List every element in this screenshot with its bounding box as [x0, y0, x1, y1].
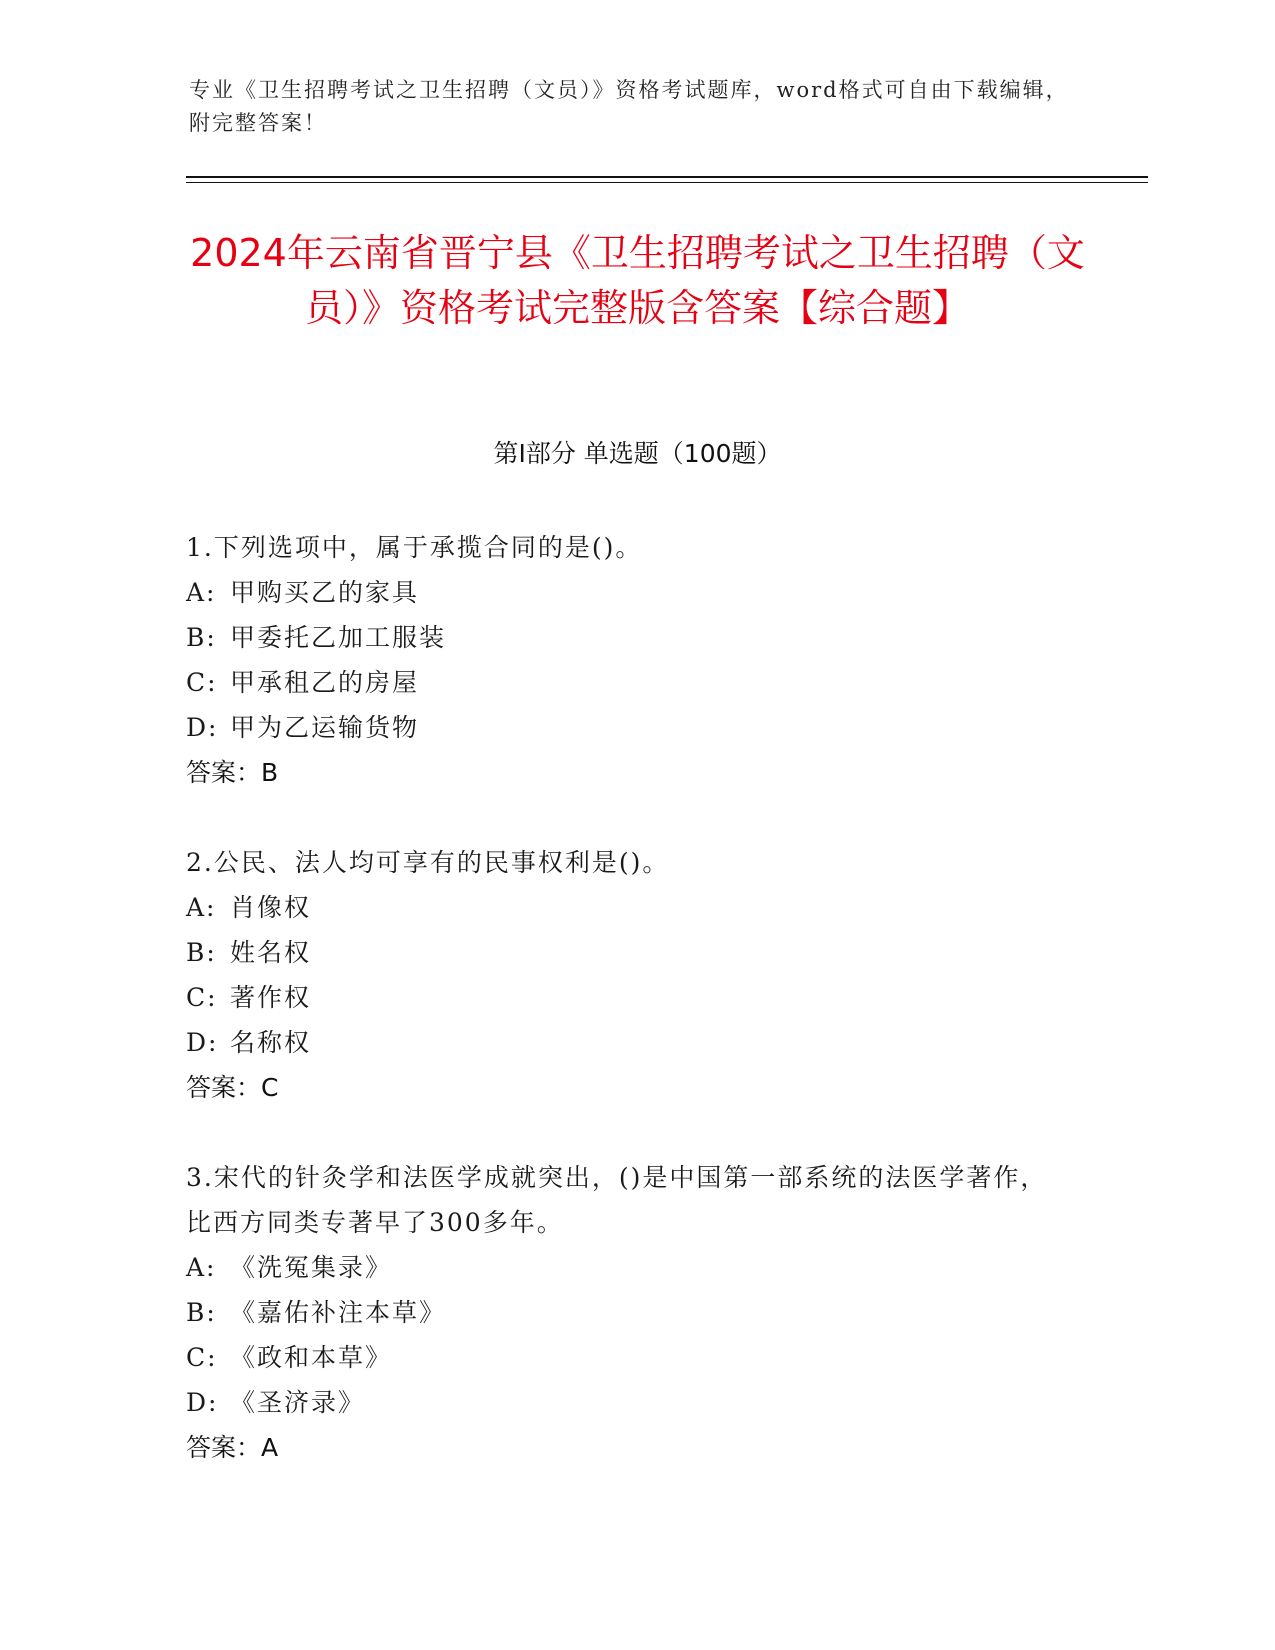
option-b [186, 930, 1066, 975]
question-stem: 3.宋代的针灸学和法医学成就突出，()是中国第一部系统的法医学著作，比西方同类专著早了300多年。 [186, 1163, 1048, 1237]
option-key: D: [186, 713, 219, 742]
question-stem: 2.公民、法人均可享有的民事权利是()。 [186, 848, 670, 877]
option-c [186, 975, 1066, 1020]
answer-line: 答案：A [186, 1433, 279, 1462]
question-1 [186, 525, 1066, 795]
section-title: 第I部分 单选题（100题） [493, 439, 782, 468]
option-text: 《洗冤集录》 [230, 1253, 393, 1282]
answer-line: 答案：C [186, 1073, 279, 1102]
option-text: 著作权 [230, 983, 312, 1012]
option-key: A: [186, 1253, 217, 1282]
option-c [186, 1335, 1066, 1380]
option-d [186, 705, 1066, 750]
option-a [186, 570, 1066, 615]
option-key: C: [186, 983, 218, 1012]
option-key: A: [186, 893, 217, 922]
option-key: D: [186, 1388, 219, 1417]
option-text: 甲委托乙加工服装 [230, 623, 447, 652]
option-text: 甲为乙运输货物 [230, 713, 420, 742]
option-text: 甲购买乙的家具 [230, 578, 420, 607]
option-text: 甲承租乙的房屋 [230, 668, 420, 697]
option-d [186, 1380, 1066, 1425]
answer-line: 答案：B [186, 758, 279, 787]
question-2 [186, 840, 1066, 1110]
option-text: 肖像权 [230, 893, 312, 922]
option-key: C: [186, 1343, 218, 1372]
option-text: 名称权 [230, 1028, 312, 1057]
option-a [186, 1245, 1066, 1290]
option-c [186, 660, 1066, 705]
document-title: 2024年云南省晋宁县《卫生招聘考试之卫生招聘（文员）》资格考试完整版含答案【综合题】 [190, 231, 1085, 330]
option-b [186, 615, 1066, 660]
option-key: A: [186, 578, 217, 607]
option-key: D: [186, 1028, 219, 1057]
header-divider-thin [186, 182, 1148, 183]
option-key: C: [186, 668, 218, 697]
header-note: 专业《卫生招聘考试之卫生招聘（文员）》资格考试题库，word格式可自由下载编辑，附完整答案！ [189, 78, 1069, 135]
option-text: 《嘉佑补注本草》 [230, 1298, 447, 1327]
option-key: B: [186, 1298, 217, 1327]
question-3 [186, 1155, 1066, 1470]
option-text: 《政和本草》 [230, 1343, 393, 1372]
option-text: 《圣济录》 [230, 1388, 366, 1417]
option-key: B: [186, 938, 217, 967]
question-stem: 1.下列选项中，属于承揽合同的是()。 [186, 533, 643, 562]
option-text: 姓名权 [230, 938, 312, 967]
option-key: B: [186, 623, 217, 652]
option-a [186, 885, 1066, 930]
header-divider-thick [186, 176, 1148, 178]
option-d [186, 1020, 1066, 1065]
question-list [186, 525, 1066, 1515]
option-b [186, 1290, 1066, 1335]
